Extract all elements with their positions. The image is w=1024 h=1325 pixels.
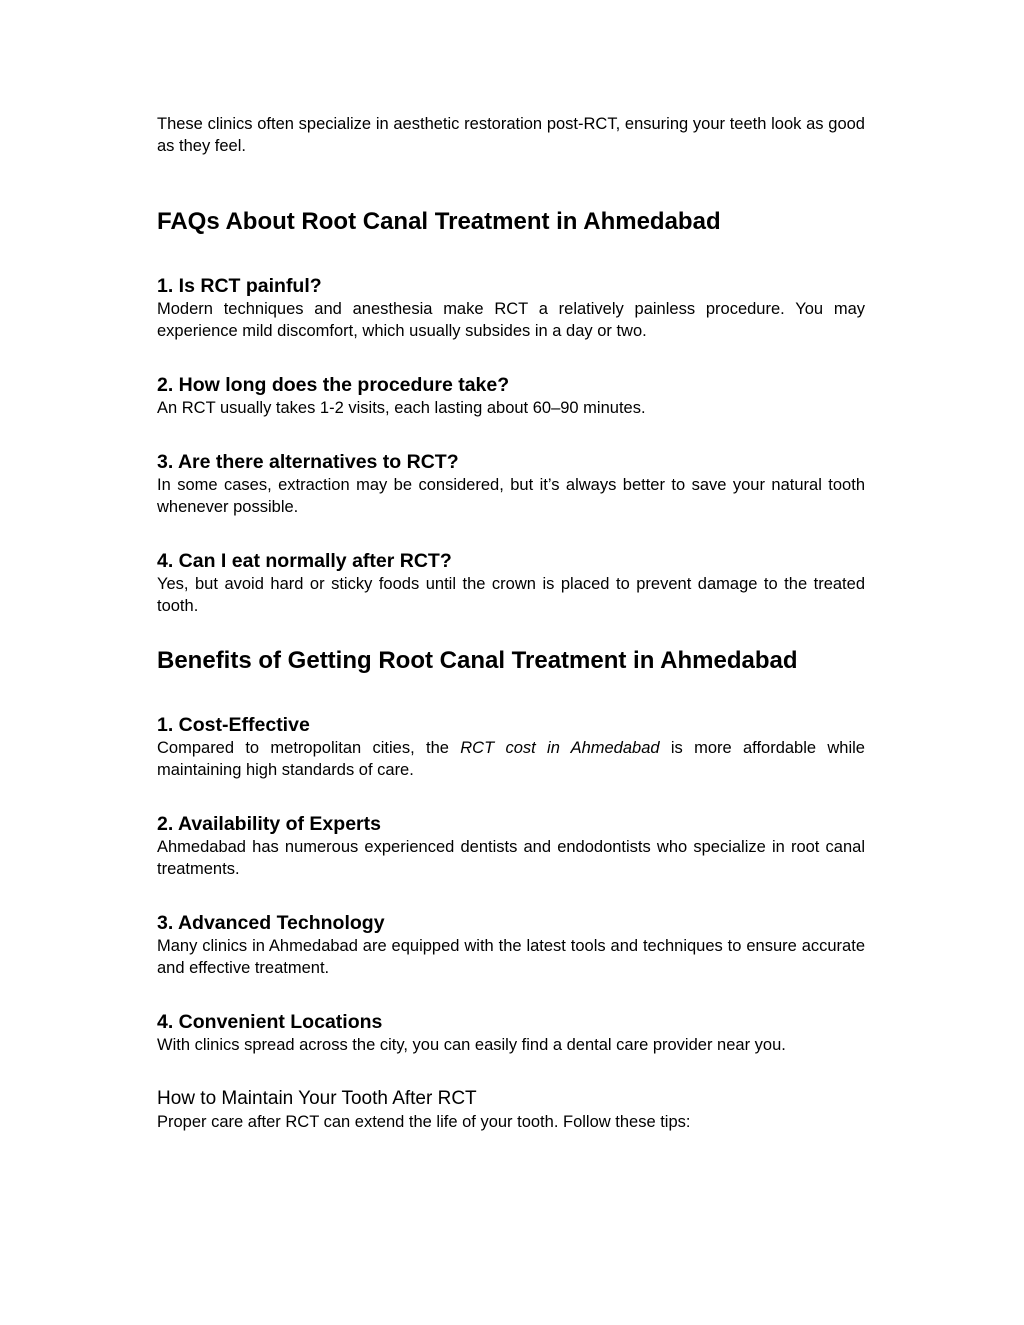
benefit-title: 1. Cost-Effective xyxy=(157,714,310,736)
benefit-item xyxy=(157,812,865,880)
faq-question: 3. Are there alternatives to RCT? xyxy=(157,451,459,473)
benefit-text-end: is more affordable while maintaining high standards of care. xyxy=(157,739,865,779)
faq-question: 4. Can I eat normally after RCT? xyxy=(157,550,452,572)
benefits-heading: Benefits of Getting Root Canal Treatment in Ahmedabad xyxy=(157,647,798,674)
benefit-text: Many clinics in Ahmedabad are equipped with the latest tools and techniques to ensure accurate and effective treatment. xyxy=(157,937,865,977)
benefit-text xyxy=(157,737,865,781)
faq-answer: Yes, but avoid hard or sticky foods until the crown is placed to prevent damage to the treated tooth. xyxy=(157,575,865,615)
benefit-text: With clinics spread across the city, you can easily find a dental care provider near you. xyxy=(157,1036,786,1054)
faq-answer: Modern techniques and anesthesia make RCT a relatively painless procedure. You may experience mild discomfort, which usually subsides in a day or two. xyxy=(157,300,865,340)
benefit-item xyxy=(157,713,865,781)
intro-paragraph: These clinics often specialize in aesthetic restoration post-RCT, ensuring your teeth look as good as they feel. xyxy=(157,115,865,155)
benefit-item xyxy=(157,911,865,979)
benefit-text: Ahmedabad has numerous experienced dentists and endodontists who specialize in root canal treatments. xyxy=(157,838,865,878)
faq-heading: FAQs About Root Canal Treatment in Ahmedabad xyxy=(157,208,721,235)
faq-question: 2. How long does the procedure take? xyxy=(157,374,510,396)
benefit-text-start: Compared to metropolitan cities, the xyxy=(157,739,461,757)
benefit-title: 2. Availability of Experts xyxy=(157,813,381,835)
faq-item xyxy=(157,274,865,342)
faq-answer: In some cases, extraction may be considered, but it’s always better to save your natural tooth whenever possible. xyxy=(157,476,865,516)
faq-answer: An RCT usually takes 1-2 visits, each lasting about 60–90 minutes. xyxy=(157,399,646,417)
document-page xyxy=(157,113,865,1133)
maintenance-heading: How to Maintain Your Tooth After RCT xyxy=(157,1088,477,1109)
benefit-title: 4. Convenient Locations xyxy=(157,1011,383,1033)
faq-item xyxy=(157,450,865,518)
maintenance-section xyxy=(157,1087,865,1133)
maintenance-text: Proper care after RCT can extend the life of your tooth. Follow these tips: xyxy=(157,1113,691,1131)
benefit-item xyxy=(157,1010,865,1056)
faq-item xyxy=(157,549,865,617)
faq-question: 1. Is RCT painful? xyxy=(157,275,322,297)
benefit-text-emphasis: RCT cost in Ahmedabad xyxy=(460,739,660,757)
benefit-title: 3. Advanced Technology xyxy=(157,912,385,934)
faq-item xyxy=(157,373,865,419)
